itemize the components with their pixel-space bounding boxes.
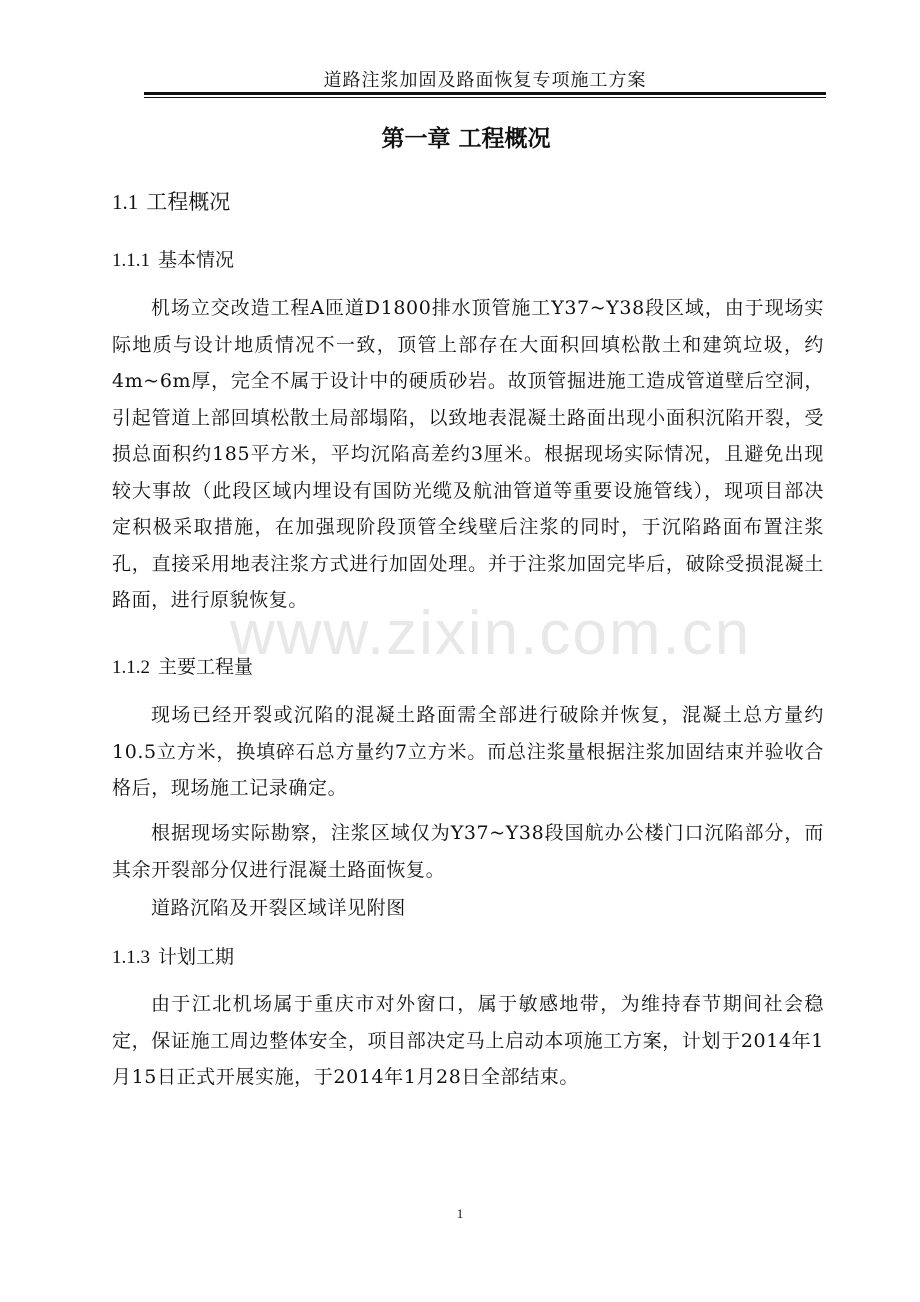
- section-heading-1-1: [112, 186, 230, 216]
- section-number: 1.1: [112, 190, 139, 214]
- subsection-heading-1-1-2: [112, 652, 253, 679]
- section-title: 工程概况: [146, 190, 231, 214]
- subsection-heading-1-1-1: [112, 245, 234, 272]
- paragraph-schedule: 由于江北机场属于重庆市对外窗口，属于敏感地带，为维持春节期间社会稳定，保证施工周边整体安全，项目部决定马上启动本项施工方案，计划于2014年1月15日正式开展实施，于2014年1月28日全部结束。: [112, 993, 824, 1088]
- watermark: www.zixin.com.cn: [230, 599, 752, 668]
- subsection-number: 1.1.3: [112, 947, 150, 968]
- subsection-title: 主要工程量: [158, 656, 254, 678]
- paragraph-grouting-area: 根据现场实际勘察，注浆区域仅为Y37~Y38段国航办公楼门口沉陷部分，而其余开裂部分仅进行混凝土路面恢复。: [112, 822, 824, 881]
- paragraph-basic-situation: 机场立交改造工程A匝道D1800排水顶管施工Y37~Y38段区域，由于现场实际地质与设计地质情况不一致，顶管上部存在大面积回填松散土和建筑垃圾，约4m~6m厚，完全不属于设计中的硬质砂岩。故顶管掘进施工造成管道壁后空洞，引起管道上部回填松散土局部塌陷，以致地表混凝土路面出现小面积沉陷开裂，受损总面积约185平方米，平均沉陷高差约3厘米。根据现场实际情况，且避免出现较大事故（此段区域内埋设有国防光缆及航油管道等重要设施管线），现项目部决定积极采取措施，在加强现阶段顶管全线壁后注浆的同时，于沉陷路面布置注浆孔，直接采用地表注浆方式进行加固处理。并于注浆加固完毕后，破除受损混凝土路面，进行原貌恢复。: [112, 297, 824, 611]
- subsection-number: 1.1.2: [112, 657, 150, 678]
- subsection-number: 1.1.1: [112, 250, 150, 271]
- running-header-title: 道路注浆加固及路面恢复专项施工方案: [323, 70, 647, 91]
- page-number: 1: [456, 1206, 464, 1221]
- chapter-title: 第一章 工程概况: [381, 126, 551, 152]
- subsection-title: 基本情况: [158, 249, 235, 271]
- subsection-title: 计划工期: [158, 946, 235, 968]
- subsection-heading-1-1-3: [112, 942, 234, 969]
- paragraph-see-drawing: 道路沉陷及开裂区域详见附图: [151, 897, 406, 919]
- paragraph-quantities: 现场已经开裂或沉陷的混凝土路面需全部进行破除并恢复，混凝土总方量约10.5立方米，换填碎石总方量约7立方米。而总注浆量根据注浆加固结束并验收合格后，现场施工记录确定。: [112, 704, 824, 799]
- header-rule-thin: [144, 97, 826, 98]
- header-rule-thick: [144, 92, 826, 95]
